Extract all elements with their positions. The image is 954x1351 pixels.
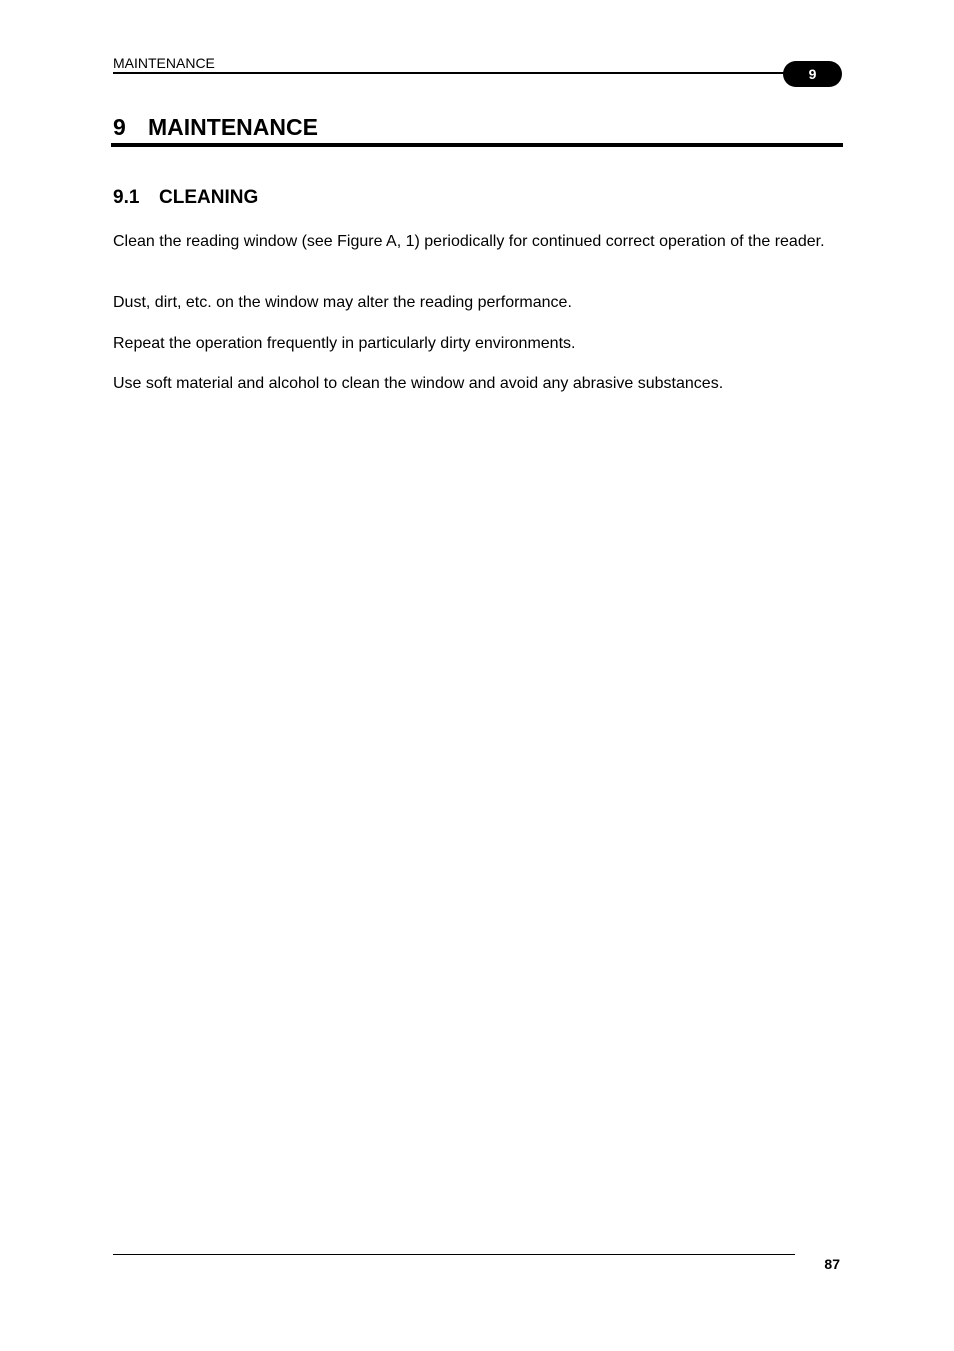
- page-number: 87: [824, 1256, 840, 1272]
- paragraph-repeat: Repeat the operation frequently in particularly dirty environments.: [113, 335, 576, 352]
- chapter-number: 9: [113, 114, 126, 140]
- running-header: MAINTENANCE: [113, 55, 215, 71]
- chapter-title-text: MAINTENANCE: [148, 114, 318, 140]
- section-title-text: CLEANING: [159, 187, 259, 208]
- chapter-title-rule: [111, 143, 843, 147]
- section-number: 9.1: [113, 187, 140, 208]
- paragraph-dust: Dust, dirt, etc. on the window may alter the reading performance.: [113, 294, 572, 311]
- footer-rule: [113, 1254, 795, 1255]
- header-rule: [113, 72, 803, 74]
- paragraph-soft-material: Use soft material and alcohol to clean the window and avoid any abrasive substances.: [113, 375, 724, 392]
- section-title: [113, 186, 258, 210]
- chapter-badge: 9: [783, 61, 842, 87]
- paragraph-clean-window: Clean the reading window (see Figure A, 1) periodically for continued correct operation of the reader.: [113, 233, 825, 250]
- chapter-title: [113, 112, 318, 142]
